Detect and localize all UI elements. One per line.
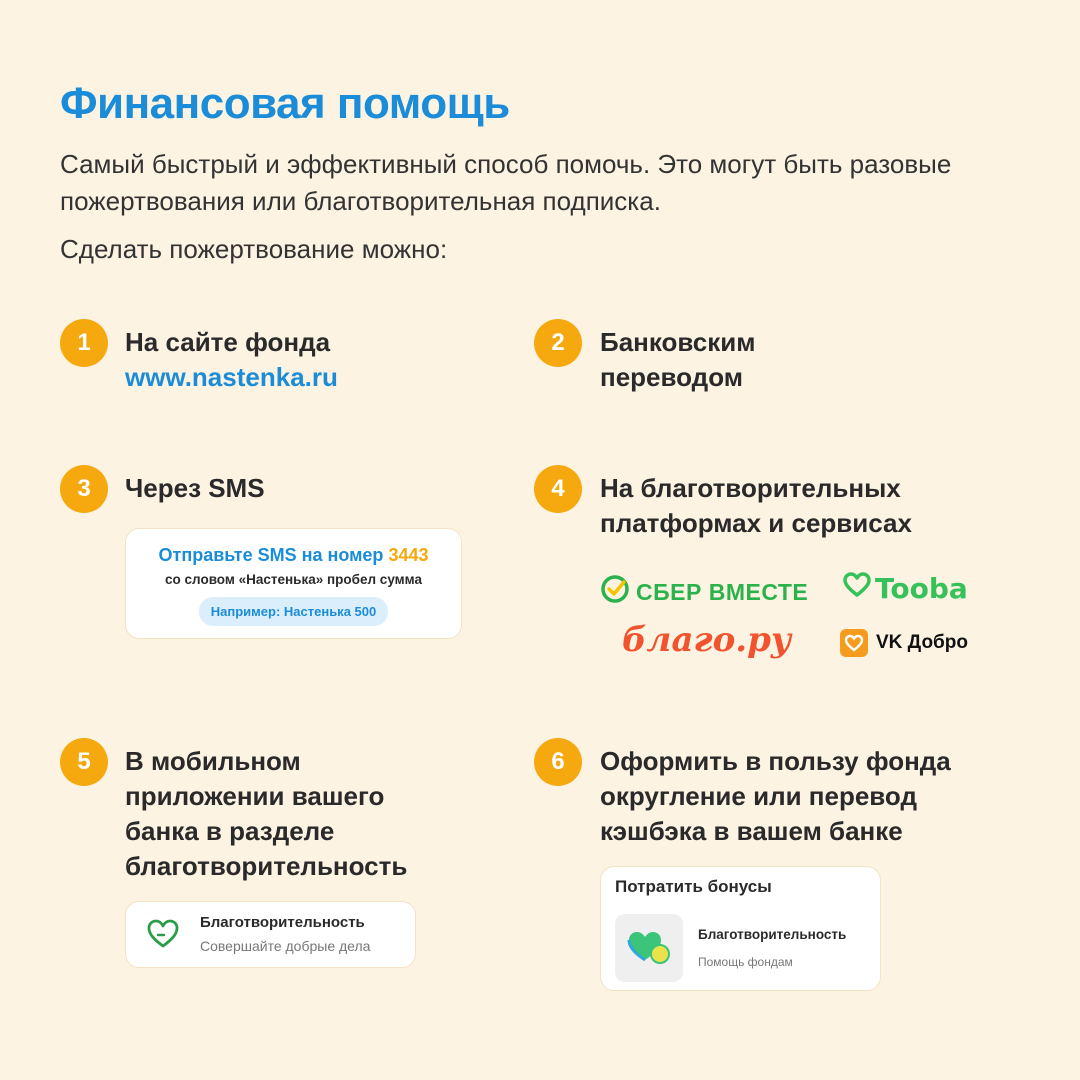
bank-card-title: Благотворительность [200,914,365,931]
bonus-card-title: Потратить бонусы [615,877,772,896]
heart-coin-icon [625,926,673,971]
step-6-text [600,744,951,849]
step-2-text [600,325,755,395]
bonus-card [600,866,881,991]
step-6-line2: округление или перевод [600,781,917,811]
sms-keyword: со словом «Настенька» пробел сумма [165,572,422,587]
step-2-line1: Банковским [600,327,756,357]
bank-card-subtitle: Совершайте добрые дела [200,938,371,954]
step-number-5: 5 [60,738,108,786]
heart-icon [146,917,180,956]
page-subtitle: Самый быстрый и эффективный способ помочь. Это могут быть разовые пожертвования или благотворительная подписка. [60,149,952,216]
sber-vmeste-logo[interactable] [600,574,808,610]
bank-charity-card[interactable] [125,901,416,968]
step-4-line2: платформах и сервисах [600,508,912,538]
sms-instruction [126,545,461,566]
sber-logo-text: СБЕР ВМЕСТЕ [636,578,809,605]
step-number-2: 2 [534,319,582,367]
step-number-1: 1 [60,319,108,367]
tooba-logo-text: Tooba [875,572,968,605]
step-2-line2: переводом [600,362,743,392]
step-5-line4: благотворительность [125,851,408,881]
sms-instruction-prefix: Отправьте SMS на номер [158,545,389,565]
step-4-text [600,471,912,541]
step-4-line1: На благотворительных [600,473,901,503]
vk-dobro-text: VK Добро [876,632,968,653]
step-number-3: 3 [60,465,108,513]
step-3-line1: Через SMS [125,473,265,503]
step-number-4: 4 [534,465,582,513]
vk-dobro-logo[interactable] [840,629,968,657]
sms-card [125,528,462,639]
step-1-line: На сайте фонда [125,327,331,357]
blago-ru-logo[interactable]: благо.ру [622,620,792,660]
step-6-line3: кэшбэка в вашем банке [600,816,903,846]
step-number-6: 6 [534,738,582,786]
step-6-line1: Оформить в пользу фонда [600,746,951,776]
step-5-text [125,744,407,884]
bonus-thumb [615,914,683,982]
vk-dobro-icon [840,629,868,657]
bonus-item-subtitle: Помощь фондам [698,955,793,969]
step-5-line1: В мобильном [125,746,301,776]
sms-number: 3443 [388,545,429,565]
page-title: Финансовая помощь [60,79,510,128]
bonus-item-title[interactable]: Благотворительность [698,927,847,942]
fund-website-link[interactable]: www.nastenka.ru [125,362,338,392]
tooba-logo[interactable] [843,572,968,605]
sber-logo-icon [600,574,630,610]
step-1-text [125,325,338,395]
sms-example-badge: Например: Настенька 500 [199,597,388,626]
lead-text: Сделать пожертвование можно: [60,234,448,264]
step-5-line2: приложении вашего [125,781,385,811]
tooba-heart-icon [843,572,871,605]
step-5-line3: банка в разделе [125,816,335,846]
